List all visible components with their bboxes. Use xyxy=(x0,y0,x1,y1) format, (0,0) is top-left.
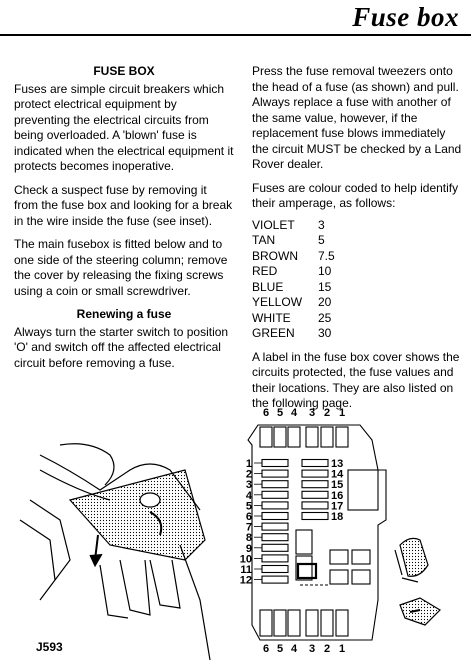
left-fuse xyxy=(262,460,288,467)
left-fuse xyxy=(262,534,288,541)
bottom-fuse xyxy=(288,610,300,636)
left-fuse-label: 1 xyxy=(245,458,252,470)
fuse-colour-name: BROWN xyxy=(252,248,298,263)
fuse-colour-row xyxy=(252,326,335,342)
bottom-fuse xyxy=(260,610,272,636)
right-fuse-label: 18 xyxy=(331,511,344,523)
fuse-amperage: 7.5 xyxy=(318,248,335,263)
right-fuse-labels xyxy=(331,458,344,523)
right-paragraph-3: A label in the fuse box cover shows the circuits protected, the fuse values and their locations. They are also listed on the following page. xyxy=(252,349,460,410)
fuse-colour-name: VIOLET xyxy=(252,217,295,232)
bottom-fuse-label: 5 xyxy=(276,643,284,655)
fuse-amperage: 15 xyxy=(318,279,332,294)
left-fuse-label: 4 xyxy=(245,489,252,502)
fuse-amperage: 10 xyxy=(318,264,332,278)
top-fuse-labels xyxy=(263,407,345,419)
top-fuse xyxy=(321,427,333,447)
left-fuse xyxy=(262,576,288,583)
bottom-fuse xyxy=(321,610,333,636)
left-fuse xyxy=(262,481,288,488)
fuse-colour-name: RED xyxy=(252,264,278,278)
bottom-fuse-label: 2 xyxy=(323,643,331,655)
fuse-colour-name: TAN xyxy=(252,233,276,247)
fuse-colour-row xyxy=(252,295,335,311)
left-fuse-labels xyxy=(240,458,262,587)
left-fuse-label: 2 xyxy=(245,468,252,481)
fuse-amperage: 25 xyxy=(318,310,332,325)
left-fuse-label: 11 xyxy=(240,564,252,576)
fuse-colour-table xyxy=(252,218,335,342)
steering-column-drawing xyxy=(20,444,210,660)
fuse-colour-name: GREEN xyxy=(252,326,295,340)
fuse-amperage: 3 xyxy=(318,217,325,232)
bottom-fuse-label: 3 xyxy=(308,643,316,655)
right-fuse-label: 17 xyxy=(331,500,344,513)
bottom-fuse-labels xyxy=(263,643,345,655)
top-fuse-label: 1 xyxy=(338,407,346,419)
top-fuse xyxy=(288,427,300,447)
bottom-fuse-label: 4 xyxy=(290,643,298,655)
fuse-amperage: 5 xyxy=(318,233,325,247)
right-paragraph-2: Fuses are colour coded to help identify their amperage, as follows: xyxy=(252,180,459,210)
right-column xyxy=(252,64,464,420)
fuse-colour-name: YELLOW xyxy=(252,295,303,309)
left-fuse-label: 6 xyxy=(245,511,252,523)
fuse-colour-row xyxy=(252,264,335,280)
fuse-colour-row xyxy=(252,249,335,265)
fuse-colour-row xyxy=(252,311,335,327)
fuse-colour-name: WHITE xyxy=(252,310,291,325)
left-fuse-label: 12 xyxy=(239,574,252,587)
left-paragraph-1: Fuses are simple circuit breakers which protect electrical equipment by preventing the electrical circuits from being overloaded. A 'blown' fuse is indicated when the electrical equipment it protects becomes inoperative. xyxy=(14,81,234,173)
right-fuse xyxy=(302,460,328,467)
left-fuse-label: 10 xyxy=(239,553,252,566)
right-fuse-label: 13 xyxy=(331,458,344,470)
right-paragraph-1: Press the fuse removal tweezers onto the head of a fuse (as shown) and pull. Always replace a fuse with another of the same value, however, if the replacement fuse blows immediately the circuit MUST be checked by a Land Rover dealer. xyxy=(252,64,462,171)
left-paragraph-3: The main fusebox is fitted below and to one side of the steering column; remove the cover by releasing the fixing screws using a coin or small screwdriver. xyxy=(14,237,228,298)
left-fuse xyxy=(262,491,288,498)
page-title: Fuse box xyxy=(352,2,459,32)
left-fuse xyxy=(262,566,288,573)
left-paragraph-4: Always turn the starter switch to position 'O' and switch off the affected electrical circuit before removing a fuse. xyxy=(14,324,229,370)
fuse-box-illustration xyxy=(0,395,471,663)
fuse-colour-row xyxy=(252,233,335,249)
bottom-fuse-label: 6 xyxy=(262,643,270,655)
renewing-fuse-heading: Renewing a fuse xyxy=(76,307,172,321)
top-fuse-label: 3 xyxy=(308,407,316,419)
top-fuse-label: 4 xyxy=(290,407,298,419)
fuse-tweezer-inset xyxy=(395,538,440,625)
figure-reference: J593 xyxy=(36,640,63,654)
title-rule xyxy=(0,34,471,36)
fuse-colour-name: BLUE xyxy=(252,279,284,294)
left-fuse xyxy=(262,513,288,520)
left-paragraph-2: Check a suspect fuse by removing it from the fuse box and looking for a break in the wire inside the fuse (see inset). xyxy=(14,182,233,228)
right-fuse xyxy=(302,513,328,520)
left-fuse xyxy=(262,523,288,530)
top-fuse-label: 5 xyxy=(276,407,284,419)
top-fuse-label: 2 xyxy=(323,407,331,419)
fuse-colour-row xyxy=(252,280,335,296)
right-fuse xyxy=(302,502,328,509)
bottom-fuse xyxy=(274,610,286,636)
right-fuse-label: 16 xyxy=(331,489,344,502)
left-fuse xyxy=(262,502,288,509)
top-fuse xyxy=(306,427,318,447)
left-fuse xyxy=(262,555,288,562)
left-fuse-label: 7 xyxy=(245,521,252,534)
left-fuse-label: 3 xyxy=(245,479,252,492)
bottom-fuse xyxy=(336,610,348,636)
left-column xyxy=(14,64,234,379)
top-fuse xyxy=(260,427,272,447)
right-fuse xyxy=(302,470,328,477)
left-fuse xyxy=(262,470,288,477)
right-fuse xyxy=(302,481,328,488)
top-fuse xyxy=(336,427,348,447)
left-fuse-label: 8 xyxy=(245,532,252,545)
left-fuse xyxy=(262,544,288,551)
right-fuse xyxy=(302,491,328,498)
left-fuse-label: 9 xyxy=(245,542,252,555)
top-fuse-label: 6 xyxy=(262,407,270,419)
left-fuse-label: 5 xyxy=(245,500,252,513)
fuse-colour-row xyxy=(252,218,335,234)
right-fuse-label: 15 xyxy=(331,479,344,492)
fuse-box-heading: FUSE BOX xyxy=(93,64,155,78)
top-fuse xyxy=(274,427,286,447)
right-fuse-label: 14 xyxy=(331,468,344,481)
fuse-amperage: 30 xyxy=(318,326,332,340)
fuse-amperage: 20 xyxy=(318,295,332,309)
bottom-fuse-label: 1 xyxy=(338,643,346,655)
bottom-fuse xyxy=(306,610,318,636)
